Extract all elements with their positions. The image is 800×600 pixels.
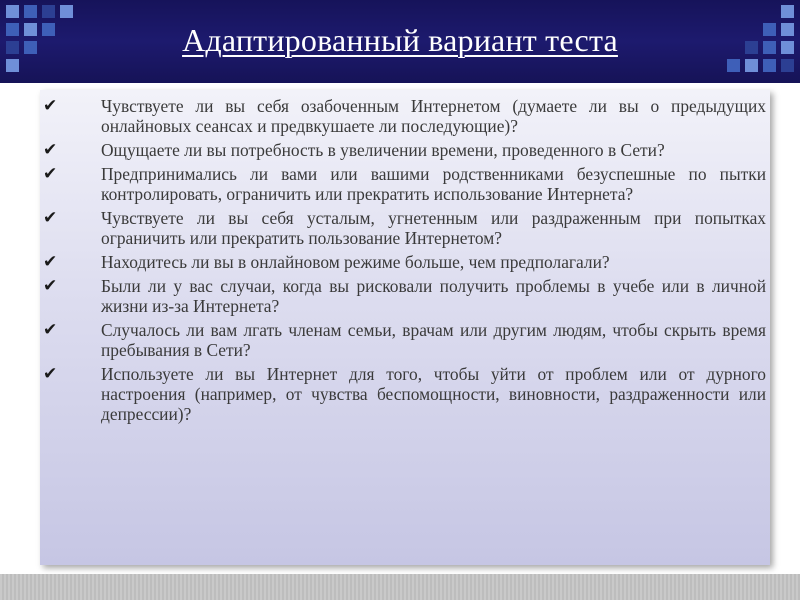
list-item: [0, 164, 770, 204]
slide-title: Адаптированный вариант теста: [182, 22, 618, 58]
footer-strip: [0, 574, 800, 600]
question-text: Случалось ли вам лгать членам семьи, врачам или другим людям, чтобы скрыть время пребывания в Сети?: [101, 320, 766, 360]
list-item: [0, 364, 770, 424]
list-item: [0, 140, 770, 160]
list-item: [0, 252, 770, 272]
question-text: Чувствуете ли вы себя озабоченным Интернетом (думаете ли вы о предыдущих онлайновых сеансах и предвкушаете ли последующие)?: [101, 96, 766, 136]
title-bar: [0, 0, 800, 83]
checkmark-icon: ✔: [43, 364, 58, 384]
list-item: [0, 320, 770, 360]
list-item: [0, 208, 770, 248]
question-text: Чувствуете ли вы себя усталым, угнетенным или раздраженным при попытках ограничить или прекратить пользование Интернетом?: [101, 208, 766, 248]
checkmark-icon: ✔: [43, 276, 58, 296]
checkmark-icon: ✔: [43, 164, 58, 184]
checkmark-icon: ✔: [43, 320, 58, 340]
question-text: Находитесь ли вы в онлайновом режиме больше, чем предполагали?: [101, 252, 610, 272]
checkmark-icon: ✔: [43, 208, 58, 228]
list-item: [0, 96, 770, 136]
question-text: Ощущаете ли вы потребность в увеличении времени, проведенного в Сети?: [101, 140, 665, 160]
checkmark-icon: ✔: [43, 252, 58, 272]
checkmark-icon: ✔: [43, 140, 58, 160]
checkmark-icon: ✔: [43, 96, 58, 116]
question-text: Предпринимались ли вами или вашими родственниками безуспешные по пытки контролировать, ограничить или прекратить использование Интернета?: [101, 164, 766, 204]
list-item: [0, 276, 770, 316]
question-list: [0, 96, 770, 428]
question-text: Используете ли вы Интернет для того, чтобы уйти от проблем или от дурного настроения (например, от чувства беспомощности, виновности, раздраженности или депрессии)?: [101, 364, 766, 424]
question-text: Были ли у вас случаи, когда вы рисковали получить проблемы в учебе или в личной жизни из-за Интернета?: [101, 276, 766, 316]
